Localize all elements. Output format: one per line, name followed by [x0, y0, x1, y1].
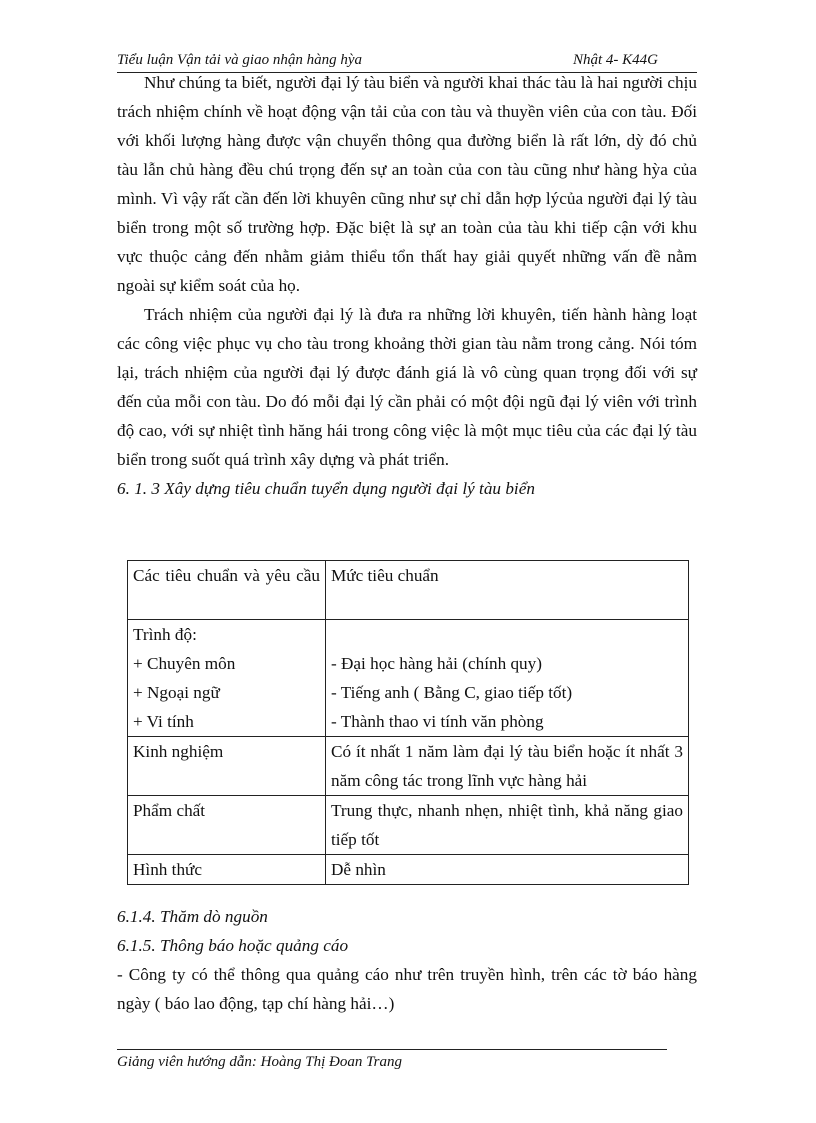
table-cell	[128, 620, 326, 737]
table-cell: Dễ nhìn	[326, 855, 689, 885]
cell-line: - Tiếng anh ( Bằng C, giao tiếp tốt)	[331, 683, 573, 702]
table-row	[128, 855, 689, 885]
section-heading: 6. 1. 3 Xây dựng tiêu chuẩn tuyển dụng người đại lý tàu biển	[117, 479, 535, 498]
cell-line: Trình độ:	[133, 625, 197, 644]
subheading-6-1-4: 6.1.4. Thăm dò nguồn	[117, 907, 268, 926]
table-row	[128, 796, 689, 855]
subheading-6-1-5: 6.1.5. Thông báo hoặc quảng cáo	[117, 936, 349, 955]
table-header-row	[128, 561, 689, 620]
table-cell: Hình thức	[128, 855, 326, 885]
table-row	[128, 620, 689, 737]
cell-line: - Thành thao vi tính văn phòng	[331, 712, 544, 731]
table-row	[128, 737, 689, 796]
table-cell: Trung thực, nhanh nhẹn, nhiệt tình, khả năng giao tiếp tốt	[326, 796, 689, 855]
paragraph-2: Trách nhiệm của người đại lý là đưa ra những lời khuyên, tiến hành hàng loạt các công việc phục vụ cho tàu trong khoảng thời gian tàu nằm trong cảng. Nói tóm lại, trách nhiệm của người đại lý được đánh giá là vô cùng quan trọng đối với sự đến của mỗi con tàu. Do đó mỗi đại lý cần phải có một đội ngũ đại lý viên với trình độ cao, với sự nhiệt tình hăng hái trong công việc là một mục tiêu của các đại lý tàu biển trong suốt quá trình xây dựng và phát triển.	[117, 305, 697, 469]
header-cell-text: Các tiêu chuẩn và yêu cầu	[133, 566, 320, 585]
table-header-cell	[128, 561, 326, 620]
cell-line: - Đại học hàng hải (chính quy)	[331, 654, 542, 673]
cell-line: + Ngoại ngữ	[133, 683, 220, 702]
table-cell: Phẩm chất	[128, 796, 326, 855]
table-cell: Có ít nhất 1 năm làm đại lý tàu biển hoặc ít nhất 3 năm công tác trong lĩnh vực hàng hải	[326, 737, 689, 796]
table-cell: Kinh nghiệm	[128, 737, 326, 796]
standards-table	[127, 560, 689, 885]
paragraph-1: Như chúng ta biết, người đại lý tàu biển và người khai thác tàu là hai người chịu trách nhiệm chính về hoạt động vận tải của con tàu và thuyền viên của con tàu. Đối với khối lượng hàng được vận chuyển thông qua đường biển là rất lớn, dỳ đó chủ tàu lẫn chủ hàng đều chú trọng đến sự an toàn của con tàu cũng như hàng hỳa của mình. Vì vậy rất cần đến lời khuyên cũng như sự chỉ dẫn hợp lýcủa người đại lý tàu biển trong một số trường hợp. Đặc biệt là sự an toàn của tàu khi tiếp cận với khu vực thuộc cảng đến nhằm giảm thiểu tổn thất hay giải quyết những vấn đề nằm ngoài sự kiểm soát của họ.	[117, 73, 697, 295]
page-footer: Giảng viên hướng dẫn: Hoàng Thị Đoan Trang	[117, 1049, 667, 1071]
header-author: Nhật 4- K44G	[573, 52, 659, 68]
body-text	[117, 68, 697, 503]
lower-text	[117, 902, 697, 1018]
cell-line: + Chuyên môn	[133, 654, 236, 673]
table-header-cell: Mức tiêu chuẩn	[326, 561, 689, 620]
table-cell	[326, 620, 689, 737]
cell-line	[331, 620, 683, 649]
cell-line: + Vi tính	[133, 712, 194, 731]
header-title: Tiểu luận Vận tải và giao nhận hàng hỳa	[117, 52, 362, 68]
bullet-paragraph: - Công ty có thể thông qua quảng cáo như trên truyền hình, trên các tờ báo hàng ngày ( báo lao động, tạp chí hàng hải…)	[117, 965, 697, 1013]
